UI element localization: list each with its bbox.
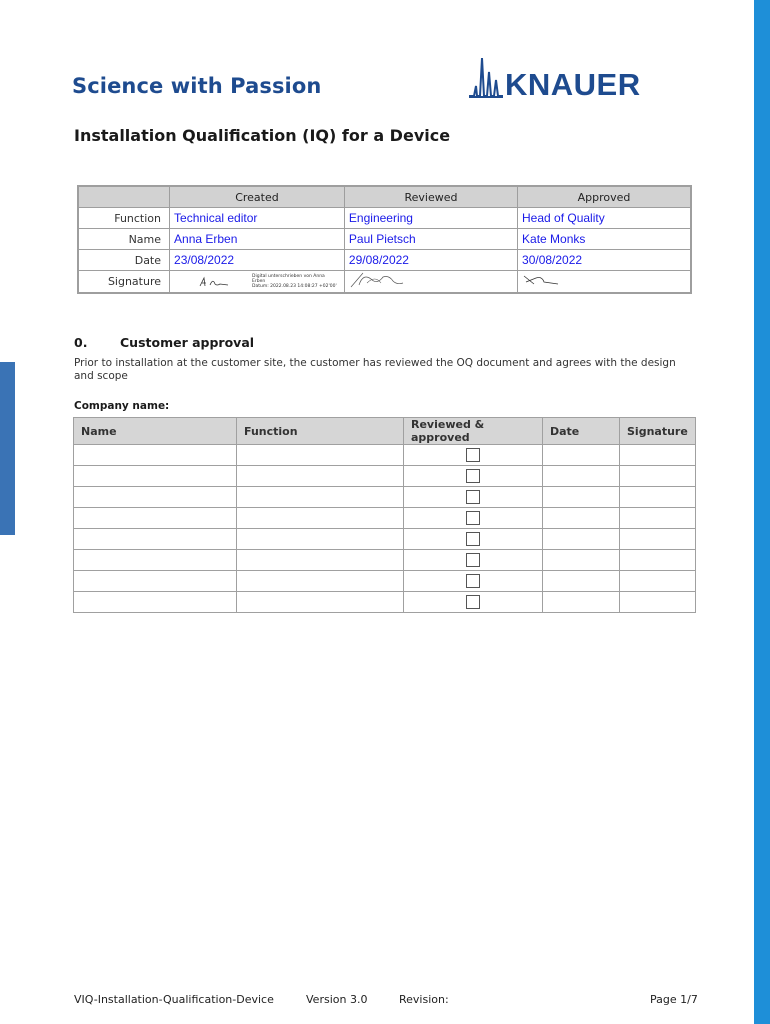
reviewed-approved-cell <box>404 550 543 571</box>
function-cell[interactable] <box>237 529 404 550</box>
table-row <box>74 571 696 592</box>
customer-rows <box>74 445 696 613</box>
reviewed-approved-cell <box>404 445 543 466</box>
signature-cell[interactable] <box>620 550 696 571</box>
approval-row-label: Name <box>78 229 170 250</box>
reviewed-signature <box>344 271 517 294</box>
reviewed-approved-checkbox[interactable] <box>466 448 480 462</box>
date-cell[interactable] <box>543 508 620 529</box>
footer-page: Page 1/7 <box>650 993 698 1006</box>
approval-row-signature <box>78 271 691 294</box>
created-function: Technical editor <box>170 208 345 229</box>
table-row <box>74 445 696 466</box>
table-row <box>74 508 696 529</box>
approval-row-label: Date <box>78 250 170 271</box>
date-cell[interactable] <box>543 592 620 613</box>
signature-scribble-icon <box>196 274 232 290</box>
signature-cell[interactable] <box>620 529 696 550</box>
table-row <box>74 592 696 613</box>
date-cell[interactable] <box>543 571 620 592</box>
approval-row-date <box>78 250 691 271</box>
approval-header-row <box>78 186 691 208</box>
tagline: Science with Passion <box>72 74 322 98</box>
reviewed-approved-cell <box>404 508 543 529</box>
knauer-logo <box>468 56 641 102</box>
date-cell[interactable] <box>543 445 620 466</box>
date-cell[interactable] <box>543 550 620 571</box>
document-title: Installation Qualification (IQ) for a Device <box>74 126 451 145</box>
header-reviewed-approved: Reviewed & approved <box>404 418 543 445</box>
table-row <box>74 487 696 508</box>
reviewed-approved-checkbox[interactable] <box>466 574 480 588</box>
reviewed-approved-checkbox[interactable] <box>466 532 480 546</box>
table-row <box>74 529 696 550</box>
signature-cell[interactable] <box>620 508 696 529</box>
header-date: Date <box>543 418 620 445</box>
function-cell[interactable] <box>237 487 404 508</box>
approval-header-created: Created <box>170 186 345 208</box>
footer-revision: Revision: <box>399 993 449 1006</box>
approved-function: Head of Quality <box>518 208 691 229</box>
reviewed-approved-cell <box>404 571 543 592</box>
signature-cell[interactable] <box>620 445 696 466</box>
reviewed-approved-checkbox[interactable] <box>466 511 480 525</box>
function-cell[interactable] <box>237 571 404 592</box>
reviewed-function: Engineering <box>344 208 517 229</box>
header-name: Name <box>74 418 237 445</box>
brand-name: KNAUER <box>505 67 641 102</box>
name-cell[interactable] <box>74 571 237 592</box>
customer-approval-table <box>73 417 696 613</box>
name-cell[interactable] <box>74 445 237 466</box>
approval-table <box>77 185 692 294</box>
table-row <box>74 550 696 571</box>
created-date: 23/08/2022 <box>170 250 345 271</box>
digital-note-line: Erben <box>252 279 266 284</box>
function-cell[interactable] <box>237 550 404 571</box>
signature-scribble-icon <box>522 272 562 288</box>
name-cell[interactable] <box>74 529 237 550</box>
created-name: Anna Erben <box>170 229 345 250</box>
reviewed-approved-cell <box>404 592 543 613</box>
approval-header-blank <box>78 186 170 208</box>
approval-row-label: Signature <box>78 271 170 294</box>
date-cell[interactable] <box>543 466 620 487</box>
right-accent-bar <box>754 0 770 1024</box>
name-cell[interactable] <box>74 466 237 487</box>
approval-row-function <box>78 208 691 229</box>
name-cell[interactable] <box>74 508 237 529</box>
footer-version: Version 3.0 <box>306 993 368 1006</box>
signature-cell[interactable] <box>620 466 696 487</box>
signature-cell[interactable] <box>620 592 696 613</box>
name-cell[interactable] <box>74 487 237 508</box>
reviewed-date: 29/08/2022 <box>344 250 517 271</box>
function-cell[interactable] <box>237 466 404 487</box>
name-cell[interactable] <box>74 550 237 571</box>
company-name-label: Company name: <box>74 400 170 412</box>
customer-header-row <box>74 418 696 445</box>
reviewed-name: Paul Pietsch <box>344 229 517 250</box>
approval-header-approved: Approved <box>518 186 691 208</box>
logo-peaks-icon <box>468 56 504 98</box>
function-cell[interactable] <box>237 508 404 529</box>
table-row <box>74 466 696 487</box>
reviewed-approved-checkbox[interactable] <box>466 595 480 609</box>
approved-date: 30/08/2022 <box>518 250 691 271</box>
section-paragraph: Prior to installation at the customer site, the customer has reviewed the OQ document and agrees with the design and scope <box>74 357 676 382</box>
signature-scribble-icon <box>349 271 409 289</box>
section-number: 0. <box>74 335 88 350</box>
date-cell[interactable] <box>543 487 620 508</box>
left-accent-bar <box>0 362 15 535</box>
digital-signature-note <box>252 274 337 289</box>
reviewed-approved-cell <box>404 487 543 508</box>
approved-name: Kate Monks <box>518 229 691 250</box>
section-heading <box>74 335 254 350</box>
footer-doc-name: VIQ-Installation-Qualification-Device <box>74 993 274 1006</box>
section-title: Customer approval <box>120 335 255 350</box>
name-cell[interactable] <box>74 592 237 613</box>
signature-cell[interactable] <box>620 487 696 508</box>
signature-cell[interactable] <box>620 571 696 592</box>
created-signature <box>170 271 345 294</box>
approval-row-label: Function <box>78 208 170 229</box>
reviewed-approved-checkbox[interactable] <box>466 469 480 483</box>
header-function: Function <box>237 418 404 445</box>
date-cell[interactable] <box>543 529 620 550</box>
digital-note-line: Datum: 2022.08.23 14:08:27 +02'00' <box>252 284 337 289</box>
reviewed-approved-checkbox[interactable] <box>466 490 480 504</box>
reviewed-approved-checkbox[interactable] <box>466 553 480 567</box>
reviewed-approved-cell <box>404 529 543 550</box>
approval-row-name <box>78 229 691 250</box>
approved-signature <box>518 271 691 294</box>
approval-header-reviewed: Reviewed <box>344 186 517 208</box>
reviewed-approved-cell <box>404 466 543 487</box>
function-cell[interactable] <box>237 592 404 613</box>
function-cell[interactable] <box>237 445 404 466</box>
header-signature: Signature <box>620 418 696 445</box>
digital-note-line: Digital unterschrieben von Anna <box>252 274 325 279</box>
